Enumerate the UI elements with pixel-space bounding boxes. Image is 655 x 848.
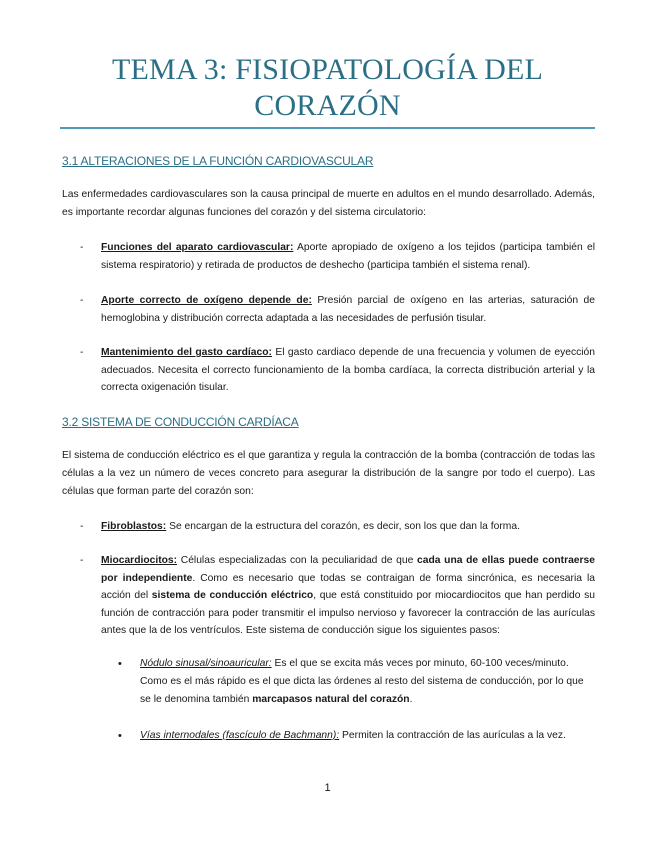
list-item-aporte [101, 292, 595, 327]
sub-bullet-label: Vías internodales (fascículo de Bachmann): [140, 730, 340, 741]
bullet-label: Miocardiocitos: [101, 555, 178, 566]
sub-bullet-end: . [409, 694, 413, 705]
bullet-label: Aporte correcto de oxígeno depende de: [101, 295, 312, 306]
bullet-dash: - [80, 521, 84, 532]
section-heading-3-2: 3.2 SISTEMA DE CONDUCCIÓN CARDÍACA [62, 415, 299, 429]
list-item-gasto [101, 344, 595, 397]
bullet-dash: - [80, 295, 84, 306]
bullet-text: Se encargan de la estructura del corazón, es decir, son los que dan la forma. [166, 521, 520, 532]
list-item-nodulo-sinusal [140, 655, 595, 709]
title-divider [60, 127, 595, 129]
bullet-dot-icon: • [118, 730, 122, 742]
bullet-text: Aporte apropiado de oxígeno a los tejidos (participa también el sistema respiratorio) y retirada de productos de deshecho (participa también el sistema renal). [101, 242, 595, 271]
bullet-text: El gasto cardiaco depende de una frecuencia y volumen de eyección adecuados. Necesita el correcto funcionamiento de la bomba cardíaca, la correcta distribución arterial y la correcta oxigenación tisular. [101, 347, 595, 394]
page-number: 1 [324, 782, 331, 794]
sub-bullet-text: Es el que se excita más veces por minuto, 60-100 veces/minuto. Como es el más rápido es el que dicta las órdenes al resto del sistema de conducción, por lo que se le denomina también [140, 658, 584, 705]
section-3-2-intro: El sistema de conducción eléctrico es el que garantiza y regula la contracción de la bomba (contracción de todas las células a la vez un número de veces concreto para asegurar la distribución de la sangre por todo el cuerpo). Las células que forman parte del corazón son: [62, 450, 595, 497]
sub-bullet-text: Permiten la contracción de las aurículas a la vez. [339, 730, 566, 741]
bullet-text: , que está constituido por miocardiocitos que han perdido su función de contracción para poder transmitir el impulso nervioso y favorecer la contracción de las aurículas antes que la de los ventrículos. Este sistema de conducción sigue los siguientes pasos: [101, 590, 595, 637]
bullet-label: Fibroblastos: [101, 521, 167, 532]
bullet-dash: - [80, 242, 84, 253]
bullet-text: Células especializadas con la peculiaridad de que [177, 555, 418, 566]
bullet-bold-text: cada una de ellas puede contraerse por independiente [101, 555, 595, 584]
bullet-bold-text: sistema de conducción eléctrico [151, 590, 314, 602]
bullet-label: Mantenimiento del gasto cardíaco: [101, 347, 272, 358]
list-item-vias-internodales [140, 727, 595, 745]
section-heading-3-1: 3.1 ALTERACIONES DE LA FUNCIÓN CARDIOVASCULAR [62, 154, 374, 168]
list-item-fibroblastos [101, 518, 595, 536]
bullet-dot-icon: • [118, 658, 122, 670]
list-item-miocardiocitos [101, 552, 595, 640]
bullet-dash: - [80, 555, 84, 566]
sub-bullet-label: Nódulo sinusal/sinoauricular: [140, 658, 272, 669]
section-3-1-intro: Las enfermedades cardiovasculares son la causa principal de muerte en adultos en el mundo desarrollado. Además, es importante recordar algunas funciones del corazón y del sistema circulatorio: [62, 189, 595, 218]
bullet-label: Funciones del aparato cardiovascular: [101, 242, 294, 253]
bullet-text: Presión parcial de oxígeno en las arterias, saturación de hemoglobina y distribución correcta adaptada a las necesidades de perfusión tisular. [101, 295, 595, 324]
bullet-dash: - [80, 347, 84, 358]
page-title: TEMA 3: FISIOPATOLOGÍA DEL CORAZÓN [111, 53, 544, 122]
bullet-text: . Como es necesario que todas se contraigan de forma sincrónica, es necesaria la acción del [101, 572, 595, 602]
list-item-funciones [101, 239, 595, 274]
sub-bullet-bold-text: marcapasos natural del corazón [252, 694, 410, 705]
